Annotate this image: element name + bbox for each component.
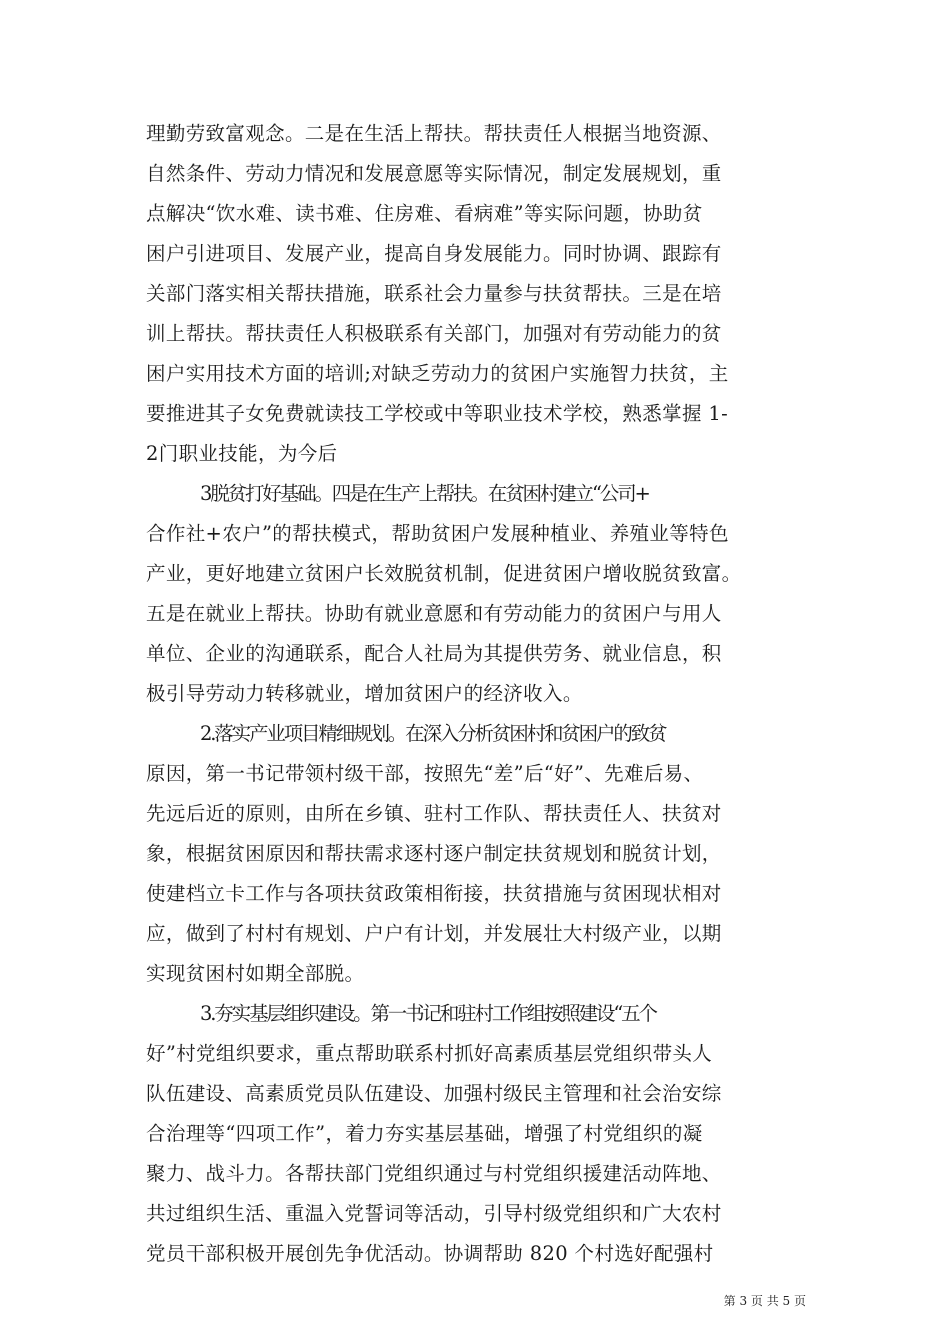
paragraph-line: 队伍建设、高素质党员队伍建设、加强村级民主管理和社会治安综 — [146, 1082, 722, 1105]
paragraph-line: 使建档立卡工作与各项扶贫政策相衔接，扶贫措施与贫困现状相对 — [146, 882, 722, 905]
paragraph-line: 共过组织生活、重温入党誓词等活动，引导村级党组织和广大农村 — [146, 1202, 722, 1225]
paragraph-line: 2门职业技能，为今后 — [146, 442, 338, 465]
paragraph-line: 单位、企业的沟通联系，配合人社局为其提供劳务、就业信息，积 — [146, 642, 722, 665]
paragraph-line: 3.夯实基层组织建设。第一书记和驻村工作组按照建设“五个 — [200, 1002, 656, 1025]
paragraph-line: 训上帮扶。帮扶责任人积极联系有关部门，加强对有劳动能力的贫 — [146, 322, 722, 345]
paragraph-line: 好”村党组织要求，重点帮助联系村抓好高素质基层党组织带头人 — [146, 1042, 713, 1065]
paragraph-line: 产业，更好地建立贫困户长效脱贫机制，促进贫困户增收脱贫致富。 — [146, 562, 742, 585]
paragraph-line: 极引导劳动力转移就业，增加贫困户的经济收入。 — [146, 682, 583, 705]
paragraph-line: 理勤劳致富观念。二是在生活上帮扶。帮扶责任人根据当地资源、 — [146, 122, 722, 145]
paragraph-line: 先远后近的原则，由所在乡镇、驻村工作队、帮扶责任人、扶贫对 — [146, 802, 722, 825]
paragraph-line: 应，做到了村村有规划、户户有计划，并发展壮大村级产业，以期 — [146, 922, 722, 945]
paragraph-line: 点解决“饮水难、读书难、住房难、看病难”等实际问题，协助贫 — [146, 202, 703, 225]
paragraph-line: 自然条件、劳动力情况和发展意愿等实际情况，制定发展规划，重 — [146, 162, 722, 185]
paragraph-line: 合作社+农户”的帮扶模式，帮助贫困户发展种植业、养殖业等特色 — [146, 522, 729, 545]
paragraph-line: 3脱贫打好基础。四是在生产上帮扶。在贫困村建立“公司+ — [200, 482, 649, 505]
paragraph-line: 合治理等“四项工作”，着力夯实基层基础，增强了村党组织的凝 — [146, 1122, 703, 1145]
paragraph-line: 聚力、战斗力。各帮扶部门党组织通过与村党组织援建活动阵地、 — [146, 1162, 722, 1185]
paragraph-line: 党员干部积极开展创先争优活动。协调帮助 820 个村选好配强村 — [146, 1242, 714, 1265]
paragraph-line: 实现贫困村如期全部脱。 — [146, 962, 365, 985]
paragraph-line: 五是在就业上帮扶。协助有就业意愿和有劳动能力的贫困户与用人 — [146, 602, 722, 625]
page-number: 第 3 页 共 5 页 — [723, 1294, 806, 1308]
paragraph-line: 象，根据贫困原因和帮扶需求逐村逐户制定扶贫规划和脱贫计划， — [146, 842, 722, 865]
paragraph-line: 关部门落实相关帮扶措施，联系社会力量参与扶贫帮扶。三是在培 — [146, 282, 722, 305]
paragraph-line: 2.落实产业项目精细规划。在深入分析贫困村和贫困户的致贫 — [200, 722, 666, 745]
paragraph-line: 困户引进项目、发展产业，提高自身发展能力。同时协调、跟踪有 — [146, 242, 722, 265]
paragraph-line: 要推进其子女免费就读技工学校或中等职业技术学校，熟悉掌握 1- — [146, 402, 729, 425]
paragraph-line: 原因，第一书记带领村级干部，按照先“差”后“好”、先难后易、 — [146, 762, 704, 785]
paragraph-line: 困户实用技术方面的培训;对缺乏劳动力的贫困户实施智力扶贫，主 — [146, 362, 729, 385]
